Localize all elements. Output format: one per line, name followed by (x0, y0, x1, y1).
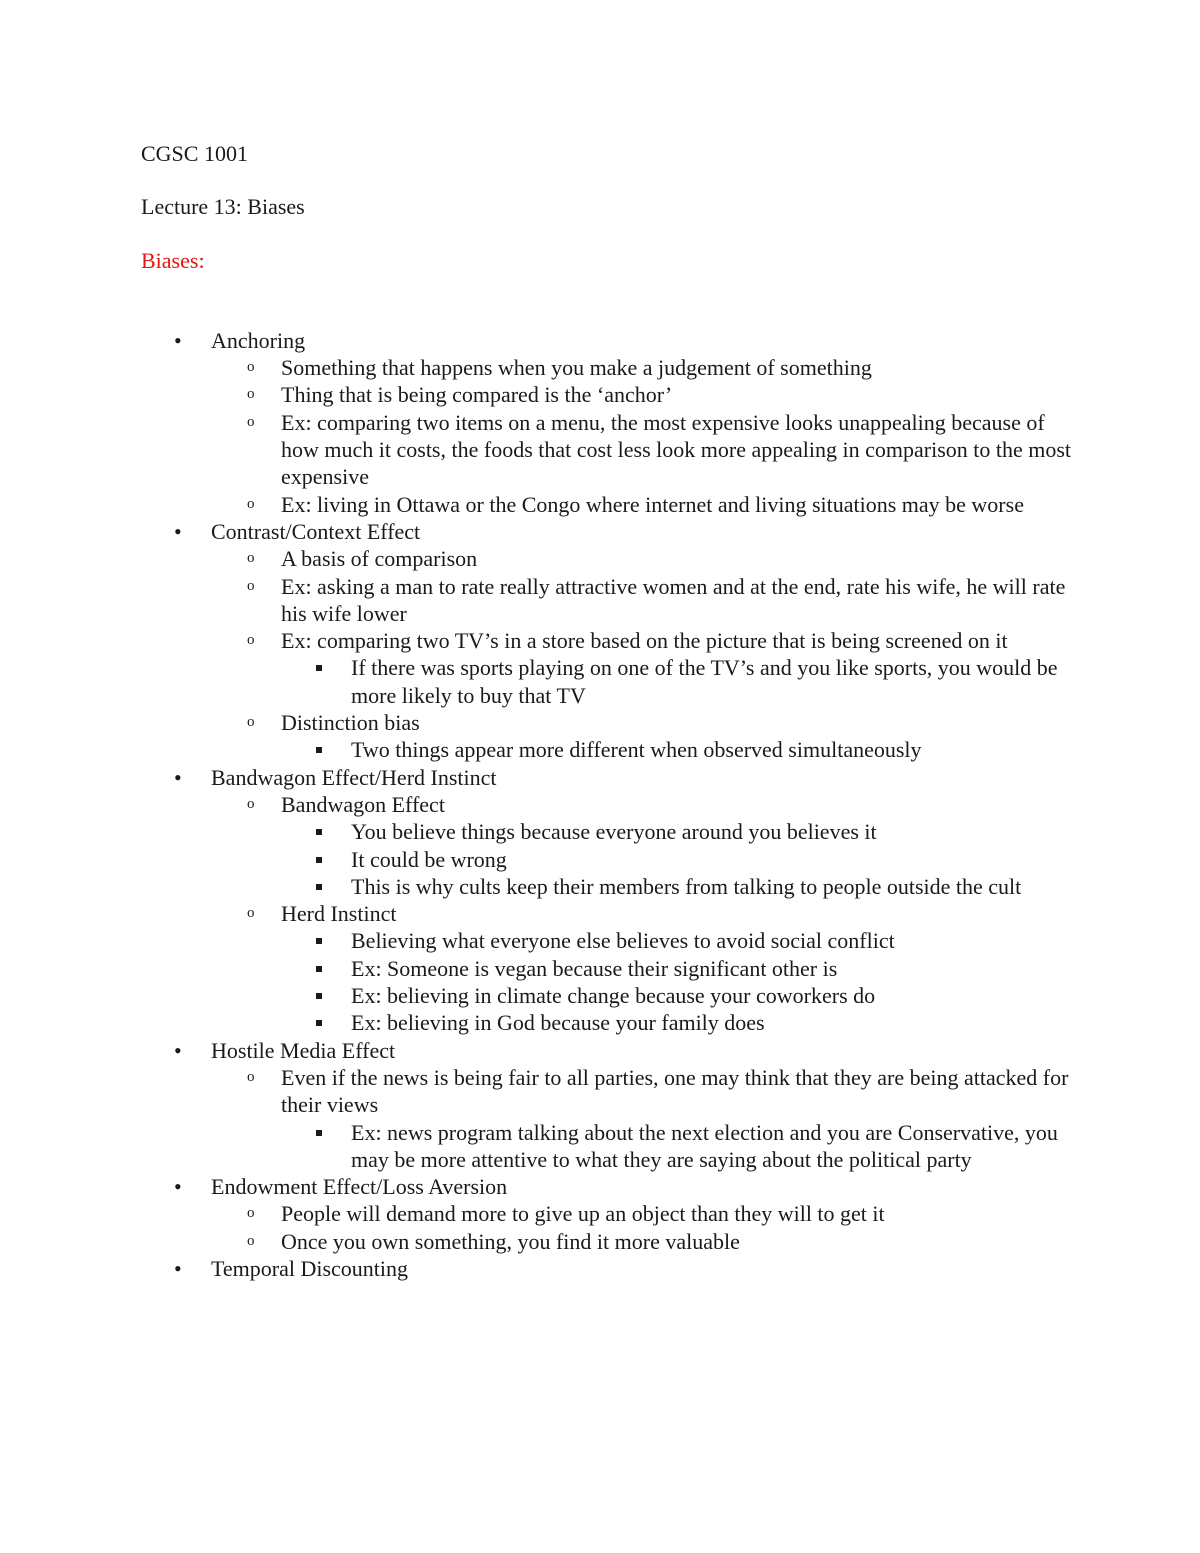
bullet-o-icon: o (247, 413, 255, 430)
bias-detail-text: It could be wrong (351, 846, 507, 872)
bullet-square-icon (316, 993, 322, 999)
bullet-disc-icon: • (174, 518, 182, 544)
bullet-o-icon: o (247, 1205, 255, 1222)
bias-detail-list (281, 736, 1081, 763)
bias-subitem-text: Distinction bias (281, 710, 420, 736)
bias-detail-text: This is why cults keep their members from talking to people outside the cult (351, 873, 1022, 899)
bullet-square-icon (316, 829, 322, 835)
bullet-square-icon (316, 938, 322, 944)
document-page (141, 140, 1081, 1282)
bias-subitem (211, 491, 1081, 518)
bias-detail (281, 846, 1081, 873)
bullet-square-icon (316, 747, 322, 753)
bias-subitem (211, 409, 1081, 491)
bias-detail (281, 955, 1081, 982)
bullet-square-icon (316, 966, 322, 972)
bullet-square-icon (316, 1130, 322, 1136)
bias-detail-text: If there was sports playing on one of the TV’s and you like sports, you would be more likely to buy that TV (351, 655, 1058, 708)
bias-detail-list (281, 818, 1081, 900)
bias-item-label: Temporal Discounting (211, 1255, 409, 1281)
bias-detail (281, 736, 1081, 763)
bias-outline-list (141, 327, 1081, 1282)
bias-subitem-text: Once you own something, you find it more valuable (281, 1228, 740, 1254)
bias-subitem (211, 1200, 1081, 1227)
bias-subitem-text: Ex: comparing two TV’s in a store based on the picture that is being screened on it (281, 628, 1008, 654)
bias-subitem (211, 791, 1081, 900)
bias-subitem-text: Bandwagon Effect (281, 791, 445, 817)
bias-subitem (211, 573, 1081, 628)
bias-detail-list (281, 927, 1081, 1036)
bias-detail-list (281, 654, 1081, 709)
bias-item (141, 1173, 1081, 1255)
bias-item-label: Hostile Media Effect (211, 1037, 396, 1063)
bias-subitem-list (211, 354, 1081, 518)
bias-item (141, 1255, 1081, 1282)
bias-item (141, 518, 1081, 764)
bias-subitem-text: Even if the news is being fair to all parties, one may think that they are being attacked for their views (281, 1064, 1069, 1118)
bias-item (141, 327, 1081, 518)
bias-subitem-text: Ex: asking a man to rate really attractive women and at the end, rate his wife, he will rate his wife lower (281, 573, 1066, 626)
bullet-o-icon: o (247, 577, 255, 594)
bias-item (141, 1037, 1081, 1173)
bias-subitem (211, 900, 1081, 1036)
bullet-square-icon (316, 1020, 322, 1026)
bullet-o-icon: o (247, 1068, 255, 1085)
bias-detail (281, 654, 1081, 709)
bias-subitem (211, 381, 1081, 408)
bias-detail (281, 927, 1081, 954)
bias-detail (281, 1009, 1081, 1036)
bullet-o-icon: o (247, 632, 255, 649)
bullet-o-icon: o (247, 495, 255, 512)
bias-item-label: Endowment Effect/Loss Aversion (211, 1174, 508, 1200)
bias-subitem (211, 1064, 1081, 1173)
bias-subitem-text: Herd Instinct (281, 901, 397, 927)
bias-subitem-text: People will demand more to give up an object than they will to get it (281, 1201, 885, 1227)
bias-detail (281, 1119, 1081, 1174)
bias-detail (281, 982, 1081, 1009)
bullet-square-icon (316, 857, 322, 863)
bullet-o-icon: o (247, 550, 255, 567)
bullet-o-icon: o (247, 795, 255, 812)
bias-subitem (211, 354, 1081, 381)
bias-subitem-text: Something that happens when you make a judgement of something (281, 355, 872, 381)
bias-subitem (211, 627, 1081, 709)
bias-detail-list (281, 1119, 1081, 1174)
bullet-disc-icon: • (174, 327, 182, 353)
bias-item-label: Bandwagon Effect/Herd Instinct (211, 764, 497, 790)
bias-item-label: Contrast/Context Effect (211, 518, 421, 544)
bias-subitem-list (211, 545, 1081, 763)
bias-detail-text: You believe things because everyone around you believes it (351, 819, 877, 845)
bullet-o-icon: o (247, 386, 255, 403)
bias-item-label: Anchoring (211, 327, 306, 353)
bullet-o-icon: o (247, 359, 255, 376)
bullet-square-icon (316, 884, 322, 890)
bias-detail (281, 873, 1081, 900)
bias-subitem-text: Ex: comparing two items on a menu, the most expensive looks unappealing because of how much it costs, the foods that cost less look more appealing in comparison to the most expensive (281, 409, 1072, 490)
bias-detail-text: Two things appear more different when observed simultaneously (351, 737, 922, 763)
bullet-disc-icon: • (174, 1037, 182, 1063)
bullet-disc-icon: • (174, 1255, 182, 1281)
bias-subitem-text: Ex: living in Ottawa or the Congo where internet and living situations may be worse (281, 491, 1024, 517)
bullet-o-icon: o (247, 905, 255, 922)
bias-subitem-text: Thing that is being compared is the ‘anchor’ (281, 382, 673, 408)
lecture-title: Lecture 13: Biases (141, 194, 305, 220)
bullet-square-icon (316, 665, 322, 671)
bullet-disc-icon: • (174, 1174, 182, 1200)
bias-subitem-list (211, 1200, 1081, 1255)
bias-detail-text: Ex: Someone is vegan because their significant other is (351, 955, 838, 981)
bullet-o-icon: o (247, 1232, 255, 1249)
bias-subitem (211, 545, 1081, 572)
bias-detail (281, 818, 1081, 845)
bias-detail-text: Ex: news program talking about the next election and you are Conservative, you may be more attentive to what they are saying about the political party (351, 1119, 1058, 1172)
bias-subitem-list (211, 1064, 1081, 1173)
course-code: CGSC 1001 (141, 141, 248, 166)
bias-detail-text: Ex: believing in God because your family does (351, 1010, 765, 1036)
bullet-disc-icon: • (174, 764, 182, 790)
bias-item (141, 764, 1081, 1037)
bias-subitem-text: A basis of comparison (281, 546, 478, 572)
section-heading: Biases: (141, 247, 205, 273)
bullet-o-icon: o (247, 714, 255, 731)
bias-subitem (211, 1228, 1081, 1255)
bias-subitem-list (211, 791, 1081, 1037)
bias-detail-text: Ex: believing in climate change because your coworkers do (351, 983, 876, 1009)
bias-detail-text: Believing what everyone else believes to avoid social conflict (351, 928, 895, 954)
bias-subitem (211, 709, 1081, 764)
